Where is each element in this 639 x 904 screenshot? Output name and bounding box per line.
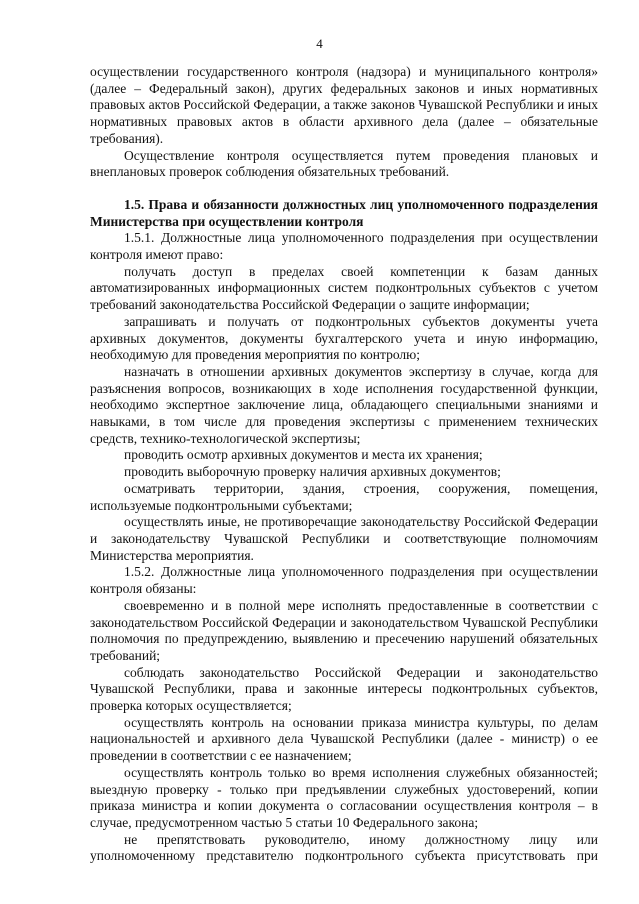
duty-item-service-time: осуществлять контроль только во время исполнения служебных обязанностей; выездную проверку - только при предъявлении служебных удостоверений, копии приказа министра и копии документа о согласовании осуществления контроля – в случае, предусмотренном частью 5 статьи 10 Федерального закона; [90, 764, 598, 830]
right-item-database-access: получать доступ в пределах своей компетенции к базам данных автоматизированных информационных систем подконтрольных субъектов с учетом требований законодательства Российской Федерации о защите информации; [90, 263, 598, 313]
duty-item-observe-law: соблюдать законодательство Российской Федерации и законодательство Чувашской Республики, права и законные интересы подконтрольных субъектов, проверка которых осуществляется; [90, 664, 598, 714]
duties-intro: 1.5.2. Должностные лица уполномоченного подразделения при осуществлении контроля обязаны: [90, 564, 598, 597]
right-item-selective-check: проводить выборочную проверку наличия архивных документов; [124, 464, 501, 480]
rights-intro: 1.5.1. Должностные лица уполномоченного подразделения при осуществлении контроля имеют право: [90, 230, 598, 263]
duty-item-no-obstruction: не препятствовать руководителю, иному должностному лицу или уполномоченному представителю подконтрольного субъекта присутствовать при [90, 831, 598, 864]
right-item-premises: осматривать территории, здания, строения, сооружения, помещения, используемые подконтрольными субъектами; [90, 480, 598, 513]
paragraph-continuation: осуществлении государственного контроля (надзора) и муниципального контроля» (далее – Федеральный закон), других федеральных законов и иных нормативных правовых актов Российской Федерации, а также законов Чувашской Республики и иных нормативных правовых актов в области архивного дела (далее – обязательные требования). [90, 64, 598, 146]
right-item-expertise: назначать в отношении архивных документов экспертизу в случае, когда для разъяснения вопросов, возникающих в ходе исполнения государственной функции, необходимо экспертное заключение лица, обладающего специальными знаниями и навыками, в том числе для проведения экспертизы с применением технических средств, технико-технологической экспертизы; [90, 363, 598, 446]
right-item-other: осуществлять иные, не противоречащие законодательству Российской Федерации и законодательству Чувашской Республики и соответствующие полномочиям Министерства мероприятия. [90, 514, 598, 563]
page-number: 4 [316, 36, 323, 51]
right-item-request-documents: запрашивать и получать от подконтрольных субъектов документы учета архивных документов, документы бухгалтерского учета и иную информацию, необходимую для проведения мероприятия по контролю; [90, 313, 598, 363]
duty-item-order-basis: осуществлять контроль на основании приказа министра культуры, по делам национальностей и архивного дела Чувашской Республики (далее - министр) о ее проведении в соответствии с ее назначением; [90, 714, 598, 764]
section-heading: 1.5. Права и обязанности должностных лиц уполномоченного подразделения Министерства при осуществлении контроля [90, 196, 598, 229]
right-item-inspection: проводить осмотр архивных документов и места их хранения; [124, 447, 483, 463]
document-body [90, 64, 598, 865]
paragraph-control-method: Осуществление контроля осуществляется путем проведения плановых и внеплановых проверок соблюдения обязательных требований. [90, 147, 598, 180]
duty-item-exercise-powers: своевременно и в полной мере исполнять предоставленные в соответствии с законодательством Российской Федерации и законодательством Чувашской Республики полномочия по предупреждению, выявлению и пресечению нарушений обязательных требований; [90, 597, 598, 663]
